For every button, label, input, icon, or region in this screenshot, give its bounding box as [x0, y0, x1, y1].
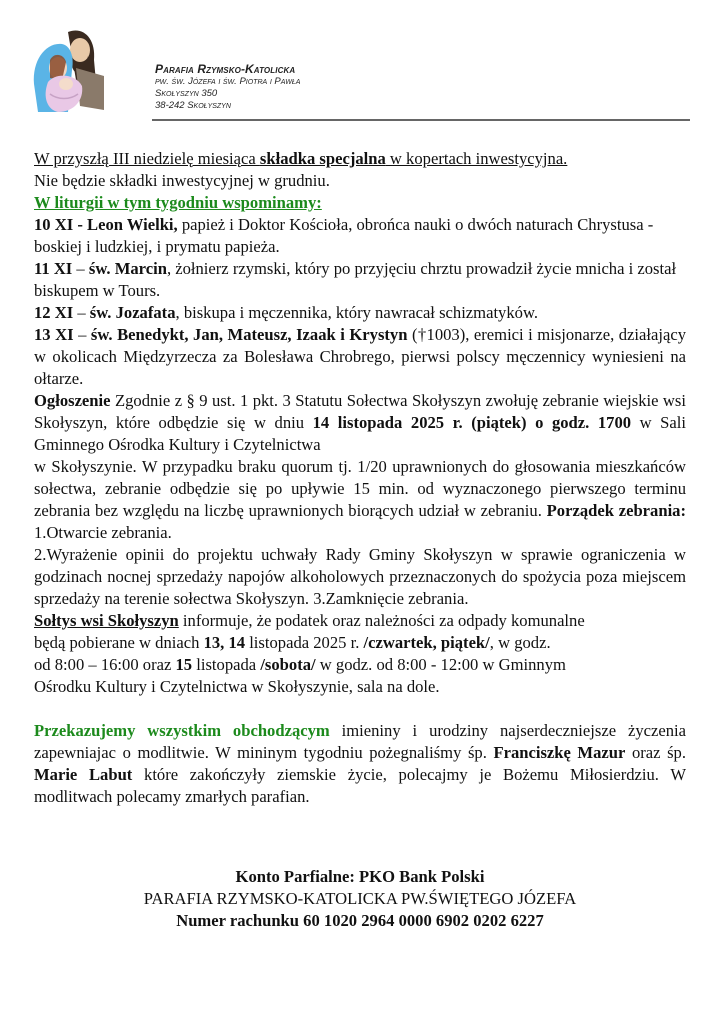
liturgy-item: 12 XI – św. Jozafata, biskupa i męczennika, który nawracał schizmatyków.	[34, 303, 538, 322]
parish-header	[155, 62, 300, 112]
bank-account-info	[34, 866, 686, 932]
liturgy-item: 11 XI – św. Marcin, żołnierz rzymski, który po przyjęciu chrztu prowadził życie mnicha i został biskupem w Tours.	[34, 259, 677, 300]
meeting-announcement: Ogłoszenie Zgodnie z § 9 ust. 1 pkt. 3 Statutu Sołectwa Skołyszyn zwołuję zebranie wiejskie wsi Skołyszyn, które odbędzie się w dniu 14 listopada 2025 r. (piątek) o godz. 1700 w Sali Gminnego Ośrodka Kultury i Czytelnictwa	[34, 391, 686, 454]
parish-address: Skołyszyn 350	[155, 88, 218, 99]
parish-patrons: pw. św. Józefa i św. Piotra i Pawła	[155, 76, 301, 87]
liturgy-heading: W liturgii w tym tygodniu wspominamy:	[34, 193, 322, 212]
wishes-announcement: Przekazujemy wszystkim obchodzącym imieniny i urodziny najserdeczniejsze życzenia zapewniajac o modlitwie. W mininym tygodniu pożegnaliśmy śp. Franciszkę Mazur oraz śp. Marie Labut które zakończyły ziemskie życie, polecajmy je Bożemu Miłosierdziu. W modlitwach polecamy zmarłych parafian.	[34, 721, 686, 806]
holy-family-logo-icon	[28, 20, 108, 120]
collection-note: Nie będzie składki inwestycyjnej w grudniu.	[34, 171, 330, 190]
meeting-details: w Skołyszynie. W przypadku braku quorum tj. 1/20 uprawnionych do głosowania mieszkańców sołectwa, zebranie odbędzie się po upływie 15 min. od wyznaczonego pierwszego terminu zebrania bez względu na liczbę uprawnionych biorących udział w zebraniu. Porządek zebrania: 1.Otwarcie zebrania.	[34, 457, 687, 542]
account-number: Numer rachunku 60 1020 2964 0000 6902 0202 6227	[176, 911, 544, 930]
parish-postal: 38-242 Skołyszyn	[155, 100, 231, 111]
liturgy-item: 13 XI – św. Benedykt, Jan, Mateusz, Izaak i Krystyn (†1003), eremici i misjonarze, działający w okolicach Międzyrzecza za Bolesława Chrobrego, pierwsi polscy męczennicy wyniesieni na ołtarze.	[34, 325, 687, 388]
tax-announcement: Sołtys wsi Skołyszyn informuje, że podatek oraz należności za odpady komunalne	[34, 611, 585, 630]
tax-location: Ośrodku Kultury i Czytelnictwa w Skołyszynie, sala na dole.	[34, 677, 440, 696]
tax-dates: będą pobierane w dniach 13, 14 listopada 2025 r. /czwartek, piątek/, w godz.	[34, 633, 551, 652]
bank-name: Konto Parfialne: PKO Bank Polski	[235, 867, 485, 886]
meeting-agenda-2: 2.Wyrażenie opinii do projektu uchwały Rady Gminy Skołyszyn w sprawie ograniczenia w godzinach nocnej sprzedaży napojów alkoholowych przeznaczonych do spożycia poza miejscem sprzedaży na terenie sołectwa Skołyszyn. 3.Zamknięcie zebrania.	[34, 545, 686, 608]
liturgy-item: 10 XI - Leon Wielki, papież i Doktor Kościoła, obrońca nauki o dwóch naturach Chrystusa - boskiej i ludzkiej, i prymatu papieża.	[34, 215, 654, 256]
collection-announcement: W przyszłą III niedzielę miesiąca składka specjalna w kopertach inwestycyjna.	[34, 149, 568, 168]
account-holder: PARAFIA RZYMSKO-KATOLICKA PW.ŚWIĘTEGO JÓZEFA	[143, 889, 577, 908]
parish-name: Parafia Rzymsko-Katolicka	[155, 62, 296, 76]
tax-hours: od 8:00 – 16:00 oraz 15 listopada /sobota/ w godz. od 8:00 - 12:00 w Gminnym	[34, 655, 566, 674]
header-divider	[152, 119, 690, 121]
announcements-body	[34, 148, 686, 808]
